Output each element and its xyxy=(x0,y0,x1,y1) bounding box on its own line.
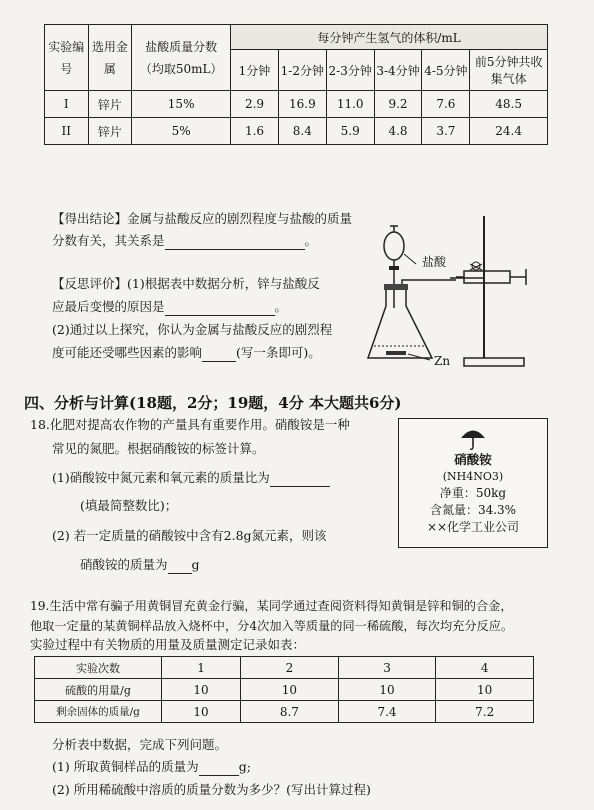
q19-line-5: (1) 所取黄铜样品的质量为 g; xyxy=(52,759,251,774)
funnel xyxy=(384,232,404,260)
q18-line-3: (1)硝酸铵中氮元素和氧元素的质量比为 xyxy=(52,469,330,487)
cell-id: I xyxy=(45,91,89,118)
col-minute-1-2: 1-2分钟 xyxy=(278,50,326,91)
q19-line-2: 他取一定量的某黄铜样品放入烧杯中，分4次加入等质量的同一稀硫酸，每次均充分反应。 xyxy=(30,619,514,633)
cell-value: 1.6 xyxy=(231,118,279,145)
cell-conc: 15% xyxy=(132,91,231,118)
col-minute-3-4: 3-4分钟 xyxy=(374,50,422,91)
stand-base xyxy=(464,358,524,366)
label-company: ××化学工业公司 xyxy=(426,520,520,534)
reflection-line-4: 度可能还受哪些因素的影响 (写一条即可)。 xyxy=(52,345,321,360)
trial-number: 3 xyxy=(338,657,436,679)
col-minute-2-3: 2-3分钟 xyxy=(326,50,374,91)
cell-id: II xyxy=(45,118,89,145)
cell-value: 7.6 xyxy=(422,91,470,118)
trial-number: 2 xyxy=(241,657,339,679)
col-total-5-min: 前5分钟共收集气体 xyxy=(470,50,548,91)
cell-value: 3.7 xyxy=(422,118,470,145)
hydrogen-volume-table xyxy=(44,24,548,145)
table-row xyxy=(35,701,534,723)
syringe xyxy=(464,271,510,283)
conclusion-line-2: 分数有关，其关系是 。 xyxy=(52,233,318,248)
label-name: 硝酸铵 xyxy=(454,452,492,467)
acid-amount: 10 xyxy=(241,679,339,701)
reflection-line-1: 【反思评价】(1)根据表中数据分析，锌与盐酸反 xyxy=(52,276,320,291)
remaining-solid: 8.7 xyxy=(241,701,339,723)
cell-value: 11.0 xyxy=(326,91,374,118)
cell-value: 5.9 xyxy=(326,118,374,145)
cell-metal: 锌片 xyxy=(88,91,132,118)
acid-amount: 10 xyxy=(338,679,436,701)
label-formula: (NH4NO3) xyxy=(442,470,504,483)
cell-metal: 锌片 xyxy=(88,118,132,145)
umbrella-icon xyxy=(458,425,488,451)
fertilizer-label xyxy=(398,418,548,548)
row-label: 硫酸的用量/g xyxy=(35,679,162,701)
header-metal: 选用金属 xyxy=(88,25,132,91)
zinc-piece xyxy=(386,351,406,355)
table-row xyxy=(35,679,534,701)
reflection-line-3: (2)通过以上探究，你认为金属与盐酸反应的剧烈程 xyxy=(52,322,333,337)
trial-number: 4 xyxy=(436,657,534,679)
row-label: 剩余固体的质量/g xyxy=(35,701,162,723)
answer-blank[interactable] xyxy=(270,473,330,487)
cell-value: 16.9 xyxy=(278,91,326,118)
remaining-solid: 10 xyxy=(162,701,241,723)
q19-line-6: (2) 所用稀硫酸中溶质的质量分数为多少？(写出计算过程) xyxy=(52,782,371,797)
answer-blank[interactable] xyxy=(168,560,192,574)
conclusion-line-1: 【得出结论】金属与盐酸反应的剧烈程度与盐酸的质量 xyxy=(52,211,353,226)
header-hydrogen-volume: 每分钟产生氢气的体积/mL xyxy=(231,25,548,50)
col-minute-4-5: 4-5分钟 xyxy=(422,50,470,91)
trial-number: 1 xyxy=(162,657,241,679)
header-experiment-id: 实验编号 xyxy=(45,25,89,91)
cell-conc: 5% xyxy=(132,118,231,145)
label-nitrogen: 含氮量：34.3% xyxy=(429,503,517,517)
acid-label: 盐酸 xyxy=(422,255,447,269)
cell-value: 9.2 xyxy=(374,91,422,118)
header-concentration: 盐酸质量分数 （均取50mL） xyxy=(132,25,231,91)
section-title: 四、分析与计算(18题，2分；19题，4分 本大题共6分) xyxy=(24,394,402,412)
q18-line-1: 18.化肥对提高农作物的产量具有重要作用。硝酸铵是一种 xyxy=(30,417,350,432)
col-minute-1: 1分钟 xyxy=(231,50,279,91)
table-row xyxy=(45,118,548,145)
q19-line-1: 19.生活中常有骗子用黄铜冒充黄金行骗，某同学通过查阅资料得知黄铜是锌和铜的合金， xyxy=(30,599,513,613)
q19-line-3: 实验过程中有关物质的用量及质量测定记录如表： xyxy=(30,637,306,652)
remaining-solid: 7.2 xyxy=(436,701,534,723)
conical-flask xyxy=(368,288,432,358)
answer-blank[interactable] xyxy=(165,236,305,250)
answer-blank[interactable] xyxy=(202,348,236,362)
answer-blank[interactable] xyxy=(199,762,239,776)
cell-value: 8.4 xyxy=(278,118,326,145)
answer-blank[interactable] xyxy=(165,302,275,316)
acid-amount: 10 xyxy=(162,679,241,701)
q19-line-4: 分析表中数据，完成下列问题。 xyxy=(52,737,228,752)
remaining-solid: 7.4 xyxy=(338,701,436,723)
row-label: 实验次数 xyxy=(35,657,162,679)
table-row xyxy=(45,91,548,118)
q18-line-5: (2) 若一定质量的硝酸铵中含有2.8g氮元素，则该 xyxy=(52,528,327,543)
cell-value: 24.4 xyxy=(470,118,548,145)
cell-value: 4.8 xyxy=(374,118,422,145)
q18-line-4: (填最简整数比)； xyxy=(80,498,178,513)
label-net-weight: 净重：50kg xyxy=(439,486,507,500)
cell-value: 2.9 xyxy=(231,91,279,118)
zinc-label: Zn xyxy=(434,354,451,368)
acid-amount: 10 xyxy=(436,679,534,701)
reflection-line-2: 应最后变慢的原因是 。 xyxy=(52,299,288,314)
q18-line-2: 常见的氮肥。根据硝酸铵的标签计算。 xyxy=(52,441,265,456)
brass-experiment-table xyxy=(34,656,534,723)
cell-value: 48.5 xyxy=(470,91,548,118)
q18-line-6: 硝酸铵的质量为 g xyxy=(80,557,200,572)
